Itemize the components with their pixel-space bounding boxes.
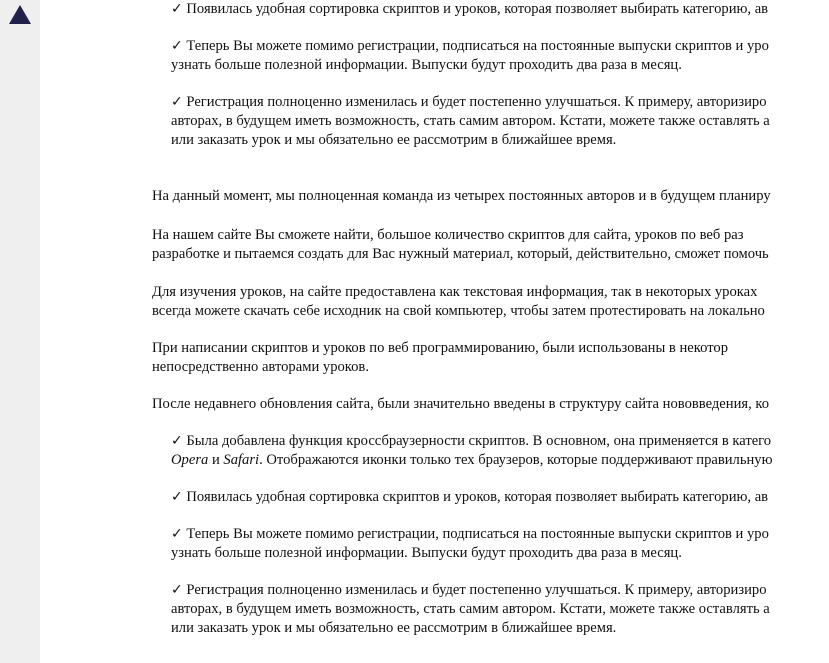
browser-name-opera: Opera (171, 452, 209, 468)
left-sidebar-strip (0, 0, 40, 663)
paragraph: На данный момент, мы полноценная команда из четырех постоянных авторов и в будущем планиру (152, 188, 771, 204)
bullet-item: ✓ Регистрация полноценно изменилась и будет постепенно улучшаться. К примеру, авторизиро авторах, в будущем иметь возможность, стать самим автором. Кстати, можете также оставлять а или заказать урок и мы обязательно ее рассмотрим в ближайшее время. (171, 94, 770, 148)
check-icon: ✓ (171, 526, 183, 542)
bullet-item: ✓ Появилась удобная сортировка скриптов и уроков, которая позволяет выбирать категорию, ав (171, 1, 769, 17)
check-icon: ✓ (171, 433, 183, 449)
paragraph: При написании скриптов и уроков по веб программированию, были использованы в некотор непосредственно авторами уроков. (152, 340, 728, 375)
bullet-item: ✓ Регистрация полноценно изменилась и будет постепенно улучшаться. К примеру, авторизиро авторах, в будущем иметь возможность, стать самим автором. Кстати, можете также оставлять а или заказать урок и мы обязательно ее рассмотрим в ближайшее время. (171, 582, 770, 636)
check-icon: ✓ (171, 1, 183, 17)
check-icon: ✓ (171, 489, 183, 505)
paragraph: На нашем сайте Вы сможете найти, большое количество скриптов для сайта, уроков по веб раз разработке и пытаемся создать для Вас нужный материал, который, действительно, сможет помочь (152, 227, 769, 262)
bullet-item-browsers: ✓ Была добавлена функция кроссбраузерности скриптов. В основном, она применяется в катего Opera и Safari. Отображаются иконки только тех браузеров, которые поддерживают правильную (171, 433, 773, 468)
bullet-item: ✓ Теперь Вы можете помимо регистрации, подписаться на постоянные выпуски скриптов и уро узнать больше полезной информации. Выпуски будут проходить два раза в месяц. (171, 38, 769, 73)
bullet-item: ✓ Теперь Вы можете помимо регистрации, подписаться на постоянные выпуски скриптов и уро узнать больше полезной информации. Выпуски будут проходить два раза в месяц. (171, 526, 769, 561)
bullet-item: ✓ Появилась удобная сортировка скриптов и уроков, которая позволяет выбирать категорию, ав (171, 489, 769, 505)
browser-name-safari: Safari (223, 452, 260, 468)
paragraph: Для изучения уроков, на сайте предоставлена как текстовая информация, так в некоторых уроках всегда можете скачать себе исходник на свой компьютер, чтобы затем протестировать на локально (152, 284, 765, 319)
check-icon: ✓ (171, 94, 183, 110)
paragraph: После недавнего обновления сайта, были значительно введены в структуру сайта нововведения, ко (152, 396, 770, 412)
check-icon: ✓ (171, 38, 183, 54)
check-icon: ✓ (171, 582, 183, 598)
scroll-to-top-icon[interactable] (9, 5, 31, 24)
